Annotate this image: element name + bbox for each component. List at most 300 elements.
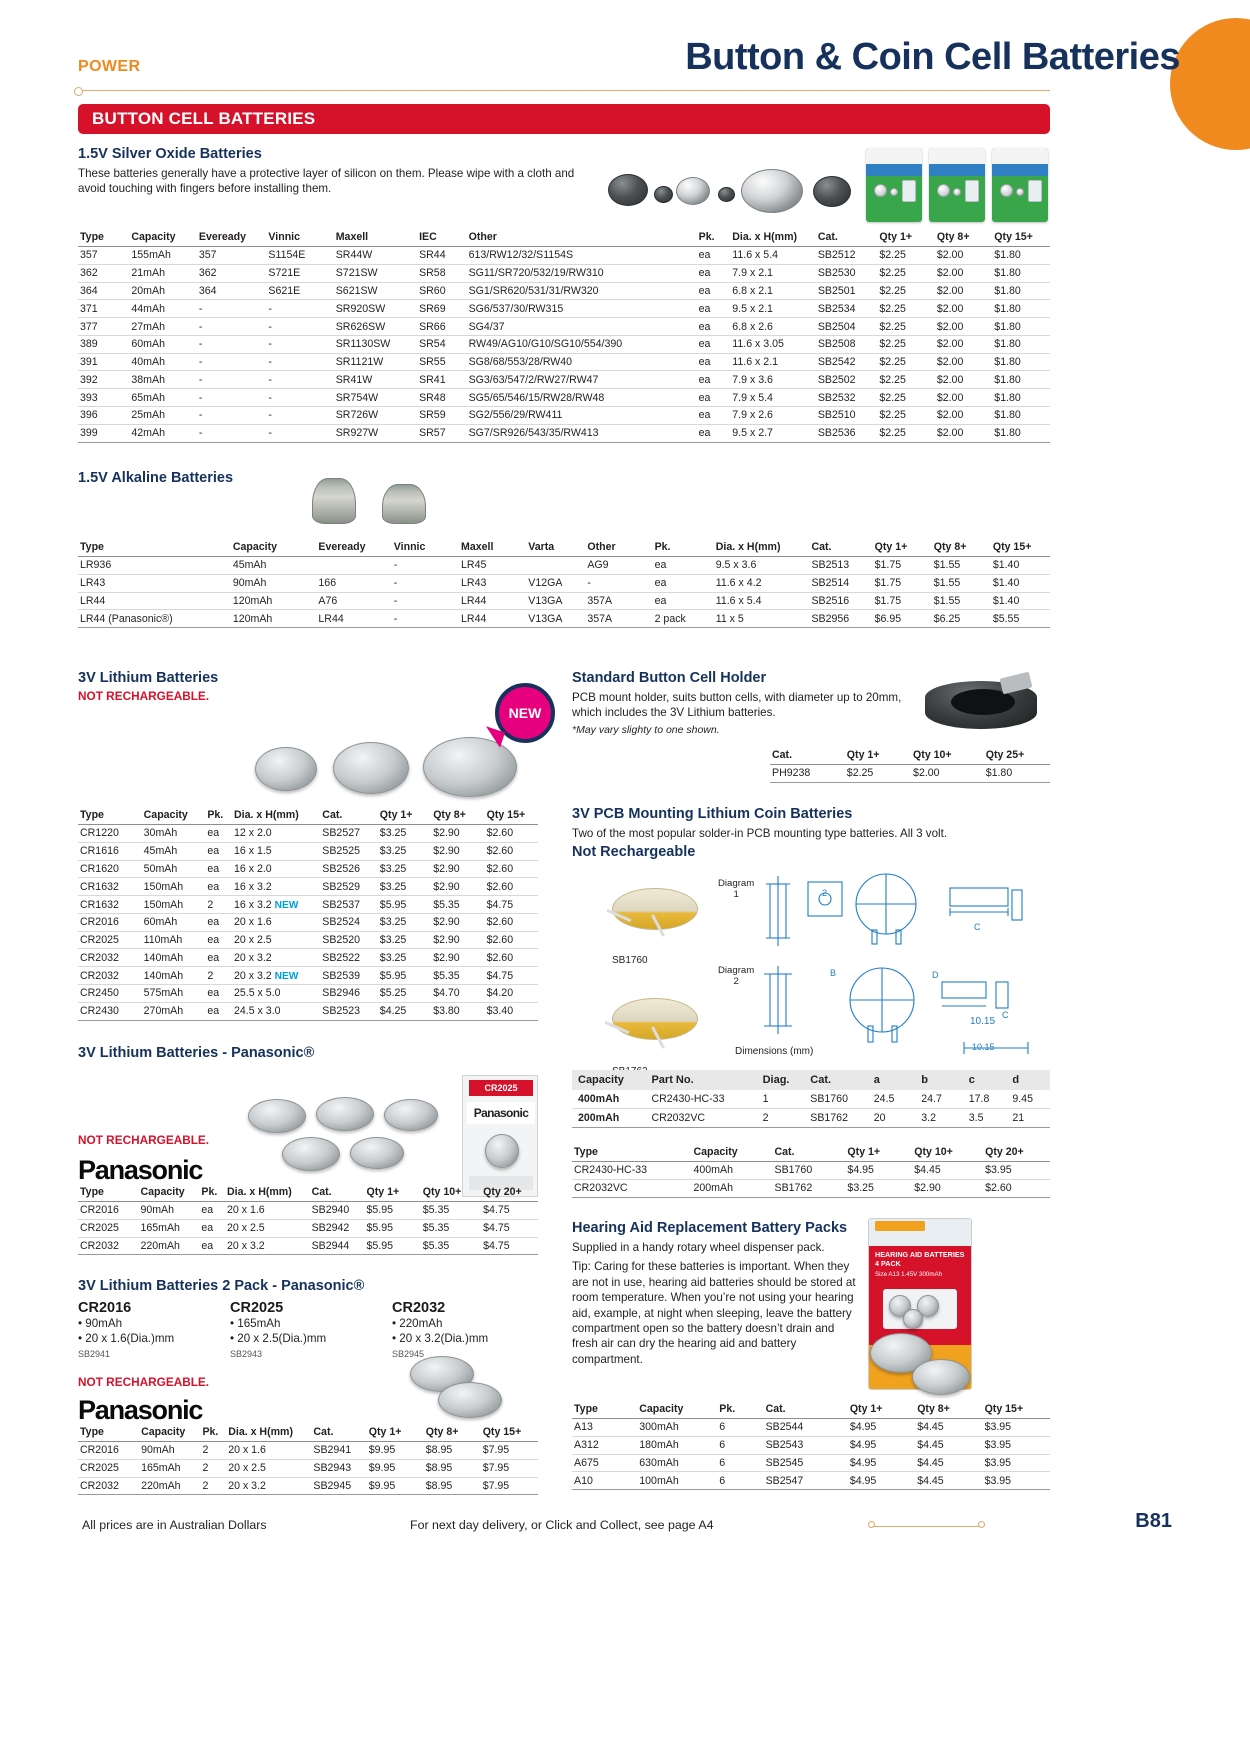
table-cell: 20 x 2.5 — [232, 931, 320, 949]
page-number: B81 — [1135, 1510, 1172, 1532]
table-cell: $1.80 — [992, 389, 1050, 407]
table-cell: ea — [653, 557, 714, 575]
table-cell: SB1762 — [804, 1109, 868, 1128]
table-cell: 270mAh — [142, 1002, 206, 1020]
table-cell: CR2430-HC-33 — [572, 1162, 692, 1180]
table-cell: ea — [205, 931, 232, 949]
table-cell: 362 — [78, 264, 129, 282]
column-header: Type — [78, 1185, 138, 1202]
table-cell: SR1130SW — [334, 335, 417, 353]
table-cell: 300mAh — [637, 1419, 717, 1437]
table-cell: $2.25 — [877, 335, 934, 353]
pcb-lithium-not-rechargeable: Not Rechargeable — [572, 844, 696, 861]
table-row — [78, 1459, 538, 1477]
table-cell: $1.75 — [873, 592, 932, 610]
panasonic-wordmark-1: Panasonic — [78, 1155, 203, 1185]
hearing-aid-table-wrap — [572, 1402, 1050, 1490]
diagram-2-label: Diagram 2 — [718, 965, 755, 988]
table-cell: 20 x 2.5 — [226, 1459, 311, 1477]
table-row — [572, 1109, 1050, 1128]
table-cell: SB2510 — [816, 407, 878, 425]
table-cell: $2.00 — [935, 264, 992, 282]
column-header: Maxell — [334, 230, 417, 247]
pack-card-title: CR2032 — [392, 1300, 446, 1316]
table-cell: SB2508 — [816, 335, 878, 353]
column-header: Qty 1+ — [364, 1185, 420, 1202]
table-row — [78, 247, 1050, 265]
table-cell: SB2527 — [320, 825, 378, 843]
table-cell: 357A — [585, 592, 652, 610]
table-cell: $5.55 — [991, 610, 1050, 628]
table-cell: ea — [697, 407, 731, 425]
table-cell: SB2536 — [816, 424, 878, 442]
column-header: Pk. — [205, 808, 232, 825]
table-cell: $9.95 — [367, 1442, 424, 1460]
table-cell: 7.9 x 5.4 — [730, 389, 816, 407]
pack-card-b2: • 20 x 3.2(Dia.)mm — [392, 1332, 489, 1346]
table-row — [78, 557, 1050, 575]
table-cell: AG9 — [585, 557, 652, 575]
table-cell: ea — [205, 913, 232, 931]
table-cell: CR1632 — [78, 878, 142, 896]
table-cell: CR1616 — [78, 842, 142, 860]
table-header-row — [78, 808, 538, 825]
table-cell: 400mAh — [692, 1162, 773, 1180]
table-cell: ea — [697, 424, 731, 442]
panasonic-2pack-coin-photos — [410, 1340, 550, 1420]
hearing-aid-pack-label: HEARING AID BATTERIES 4 PACK — [875, 1250, 965, 1268]
table-cell: $3.25 — [378, 860, 431, 878]
table-cell: $1.80 — [992, 424, 1050, 442]
table-cell: $6.95 — [873, 610, 932, 628]
column-header: Cat. — [320, 808, 378, 825]
header-divider — [78, 90, 1050, 91]
table-cell: $2.60 — [485, 949, 538, 967]
silver-oxide-blister-packs — [866, 148, 1050, 224]
table-cell: SB2516 — [809, 592, 872, 610]
table-cell: $3.25 — [378, 878, 431, 896]
table-cell: - — [392, 610, 459, 628]
table-cell: LR45 — [459, 557, 526, 575]
table-cell: ea — [697, 300, 731, 318]
table-cell: CR2016 — [78, 1442, 139, 1460]
column-header: Capacity — [692, 1145, 773, 1162]
table-cell: ea — [697, 353, 731, 371]
table-cell: $4.95 — [845, 1162, 912, 1180]
table-cell: 140mAh — [142, 967, 206, 985]
table-cell: $5.35 — [431, 967, 484, 985]
panasonic-wordmark-2: Panasonic — [78, 1395, 203, 1425]
pack-card — [78, 1300, 208, 1359]
table-cell: SB2512 — [816, 247, 878, 265]
table-cell: 6 — [717, 1419, 763, 1437]
holder-block — [572, 670, 912, 736]
column-header: d — [1006, 1070, 1050, 1090]
table-row — [78, 592, 1050, 610]
table-cell: - — [197, 424, 267, 442]
table-cell: A13 — [572, 1419, 637, 1437]
table-cell: $1.55 — [932, 557, 991, 575]
table-cell: $2.90 — [912, 1179, 983, 1197]
table-cell: LR44 — [78, 592, 231, 610]
hearing-aid-block — [572, 1220, 862, 1367]
table-row — [78, 842, 538, 860]
panasonic-pack-type-label: CR2025 — [469, 1080, 533, 1096]
table-row — [78, 282, 1050, 300]
table-cell: 396 — [78, 407, 129, 425]
column-header: Qty 1+ — [848, 1402, 915, 1419]
table-cell: SR1121W — [334, 353, 417, 371]
new-tag: NEW — [274, 899, 299, 911]
pack-card — [230, 1300, 370, 1359]
column-header: Qty 8+ — [932, 540, 991, 557]
table-cell: SG11/SR720/532/19/RW310 — [467, 264, 697, 282]
header-orange-circle — [1170, 18, 1250, 150]
table-cell: SR726W — [334, 407, 417, 425]
table-cell: ea — [199, 1219, 225, 1237]
column-header: Qty 1+ — [367, 1425, 424, 1442]
column-header: Qty 15+ — [983, 1402, 1050, 1419]
column-header: Capacity — [142, 808, 206, 825]
table-cell: $3.95 — [983, 1436, 1050, 1454]
table-cell: 2 — [200, 1477, 226, 1495]
column-header: Qty 20+ — [983, 1145, 1050, 1162]
pcb-price-table — [572, 1145, 1050, 1198]
table-row — [572, 1436, 1050, 1454]
panasonic-pack-brand: Panasonic — [467, 1102, 535, 1124]
table-cell: $5.95 — [378, 896, 431, 914]
table-row — [78, 371, 1050, 389]
column-header: Capacity — [572, 1070, 645, 1090]
table-cell: - — [197, 407, 267, 425]
table-cell: LR44 — [459, 610, 526, 628]
table-cell: $2.25 — [845, 765, 911, 783]
table-cell: - — [266, 318, 333, 336]
column-header: Qty 1+ — [845, 748, 911, 765]
table-cell: ea — [697, 335, 731, 353]
table-cell: SB2941 — [311, 1442, 366, 1460]
alkaline-table-wrap — [78, 540, 1050, 628]
table-cell: $3.40 — [485, 1002, 538, 1020]
table-cell: $1.40 — [991, 574, 1050, 592]
table-cell: $2.90 — [431, 842, 484, 860]
table-cell: 30mAh — [142, 825, 206, 843]
table-cell: 364 — [78, 282, 129, 300]
table-cell: 11 x 5 — [714, 610, 810, 628]
table-cell: ea — [653, 574, 714, 592]
table-cell: 7.9 x 3.6 — [730, 371, 816, 389]
table-cell: SG3/63/547/2/RW27/RW47 — [467, 371, 697, 389]
table-cell: LR44 — [316, 610, 391, 628]
table-cell: SB2544 — [764, 1419, 848, 1437]
column-header: Capacity — [138, 1185, 199, 1202]
table-cell: 21mAh — [129, 264, 197, 282]
table-cell: CR1220 — [78, 825, 142, 843]
table-cell: SR41W — [334, 371, 417, 389]
table-cell: $4.75 — [481, 1202, 538, 1220]
table-cell: $2.00 — [911, 765, 984, 783]
column-header: Type — [78, 230, 129, 247]
table-row — [78, 896, 538, 914]
table-cell: 25.5 x 5.0 — [232, 985, 320, 1003]
table-cell: S621E — [266, 282, 333, 300]
table-cell: $3.95 — [983, 1419, 1050, 1437]
table-cell: 357A — [585, 610, 652, 628]
table-cell: ea — [205, 949, 232, 967]
table-cell: $8.95 — [424, 1442, 481, 1460]
table-cell: ea — [697, 389, 731, 407]
table-cell: $5.35 — [421, 1202, 481, 1220]
table-cell: $1.80 — [992, 371, 1050, 389]
page-title: Button & Coin Cell Batteries — [685, 36, 1180, 78]
lithium-3v-coin-photos — [255, 735, 555, 805]
table-cell: 362 — [197, 264, 267, 282]
table-cell: SB2537 — [320, 896, 378, 914]
table-row — [78, 335, 1050, 353]
table-cell: $4.95 — [848, 1436, 915, 1454]
table-cell: SB2945 — [311, 1477, 366, 1495]
table-cell: $2.25 — [877, 353, 934, 371]
table-cell: SR69 — [417, 300, 467, 318]
table-cell: 17.8 — [963, 1090, 1007, 1109]
table-cell: 20 x 1.6 — [225, 1202, 310, 1220]
table-cell: 6.8 x 2.1 — [730, 282, 816, 300]
column-header: Maxell — [459, 540, 526, 557]
table-cell: SG8/68/553/28/RW40 — [467, 353, 697, 371]
column-header: Vinnic — [266, 230, 333, 247]
table-cell: $2.60 — [485, 931, 538, 949]
table-cell: 20 x 1.6 — [226, 1442, 311, 1460]
table-cell: SR920SW — [334, 300, 417, 318]
table-cell: 12 x 2.0 — [232, 825, 320, 843]
column-header: Qty 25+ — [984, 748, 1050, 765]
table-cell: $5.95 — [378, 967, 431, 985]
table-cell: - — [585, 574, 652, 592]
table-cell: SR57 — [417, 424, 467, 442]
table-cell: 2 — [757, 1109, 805, 1128]
table-cell: $4.95 — [848, 1454, 915, 1472]
panasonic-lithium-heading: 3V Lithium Batteries - Panasonic® — [78, 1045, 315, 1061]
table-cell: $3.95 — [983, 1162, 1050, 1180]
table-cell: $5.95 — [364, 1219, 420, 1237]
column-header: IEC — [417, 230, 467, 247]
table-cell: SB2547 — [764, 1472, 848, 1490]
panasonic-lithium-block — [78, 1045, 478, 1061]
diagram-dim-line — [958, 1038, 1078, 1062]
table-cell: 6 — [717, 1454, 763, 1472]
table-cell: $1.40 — [991, 557, 1050, 575]
table-cell: 200mAh — [692, 1179, 773, 1197]
table-cell: 90mAh — [231, 574, 317, 592]
table-cell: $2.00 — [935, 353, 992, 371]
table-cell: S1154E — [266, 247, 333, 265]
table-cell: $3.80 — [431, 1002, 484, 1020]
column-header: Qty 8+ — [935, 230, 992, 247]
table-cell: S621SW — [334, 282, 417, 300]
column-header: Qty 20+ — [481, 1185, 538, 1202]
table-cell: ea — [205, 825, 232, 843]
silver-oxide-table — [78, 230, 1050, 443]
table-row — [78, 913, 538, 931]
table-cell: - — [266, 389, 333, 407]
table-cell: SR48 — [417, 389, 467, 407]
table-cell: SG6/537/30/RW315 — [467, 300, 697, 318]
table-header-row — [78, 1425, 538, 1442]
table-cell: $8.95 — [424, 1477, 481, 1495]
table-cell: 150mAh — [142, 878, 206, 896]
table-cell: SB2525 — [320, 842, 378, 860]
table-cell: - — [392, 557, 459, 575]
table-cell: SB2943 — [311, 1459, 366, 1477]
table-cell: 357 — [78, 247, 129, 265]
table-cell: SB2539 — [320, 967, 378, 985]
table-row — [78, 1237, 538, 1255]
table-cell: SB2514 — [809, 574, 872, 592]
table-cell: 9.5 x 2.7 — [730, 424, 816, 442]
table-cell: 90mAh — [138, 1202, 199, 1220]
table-cell: 11.6 x 5.4 — [730, 247, 816, 265]
lithium-3v-table-wrap — [78, 808, 538, 1021]
table-cell: $2.25 — [877, 407, 934, 425]
holder-photo — [925, 673, 1037, 735]
column-header: Dia. x H(mm) — [226, 1425, 311, 1442]
pcb-price-table-wrap — [572, 1145, 1050, 1198]
column-header: Eveready — [316, 540, 391, 557]
table-cell: 165mAh — [139, 1459, 200, 1477]
column-header: Qty 10+ — [911, 748, 984, 765]
column-header: Capacity — [231, 540, 317, 557]
table-cell: SB2534 — [816, 300, 878, 318]
table-cell: SB2542 — [816, 353, 878, 371]
table-row — [78, 318, 1050, 336]
table-cell: 20 x 3.2 — [226, 1477, 311, 1495]
table-cell: SB2526 — [320, 860, 378, 878]
table-cell: $2.00 — [935, 318, 992, 336]
table-cell: 21 — [1006, 1109, 1050, 1128]
table-row — [78, 931, 538, 949]
table-cell: 3.5 — [963, 1109, 1007, 1128]
column-header: Part No. — [645, 1070, 756, 1090]
table-cell: - — [392, 592, 459, 610]
column-header: Qty 1+ — [873, 540, 932, 557]
column-header: Pk. — [200, 1425, 226, 1442]
table-cell: $9.95 — [367, 1477, 424, 1495]
table-cell: ea — [205, 985, 232, 1003]
table-cell: $7.95 — [481, 1459, 538, 1477]
table-cell: SR754W — [334, 389, 417, 407]
table-cell: SB2523 — [320, 1002, 378, 1020]
hearing-aid-pack-sub: Size A13 1.45V 300mAh — [875, 1271, 943, 1278]
table-cell: SB2502 — [816, 371, 878, 389]
table-cell: $3.25 — [378, 913, 431, 931]
column-header: Qty 8+ — [915, 1402, 982, 1419]
table-cell: 393 — [78, 389, 129, 407]
column-header: Type — [78, 540, 231, 557]
table-cell: 391 — [78, 353, 129, 371]
table-cell: SB2524 — [320, 913, 378, 931]
table-cell: $2.90 — [431, 825, 484, 843]
table-cell: $4.70 — [431, 985, 484, 1003]
table-cell: 11.6 x 2.1 — [730, 353, 816, 371]
hearing-aid-cell-photos — [870, 1325, 980, 1395]
column-header: Other — [585, 540, 652, 557]
table-cell: ea — [697, 282, 731, 300]
table-cell: $1.55 — [932, 592, 991, 610]
table-row — [78, 610, 1050, 628]
table-cell: 20 — [868, 1109, 915, 1128]
table-cell: 2 pack — [653, 610, 714, 628]
table-row — [572, 1454, 1050, 1472]
table-cell: SB2946 — [320, 985, 378, 1003]
column-header: Qty 1+ — [877, 230, 934, 247]
pcb-spec-table-wrap — [572, 1070, 1050, 1128]
table-cell: $2.60 — [485, 825, 538, 843]
table-cell: 200mAh — [572, 1109, 645, 1128]
table-cell: $7.95 — [481, 1442, 538, 1460]
table-cell — [526, 557, 585, 575]
table-cell: $2.25 — [877, 424, 934, 442]
table-cell: 65mAh — [129, 389, 197, 407]
holder-table — [770, 748, 1050, 783]
column-header: Qty 10+ — [912, 1145, 983, 1162]
table-cell: SB2513 — [809, 557, 872, 575]
table-cell: 2 — [205, 967, 232, 985]
table-cell: CR2032 — [78, 1237, 138, 1255]
table-cell: $4.45 — [915, 1436, 982, 1454]
column-header: Type — [78, 808, 142, 825]
panasonic-lithium-table — [78, 1185, 538, 1255]
table-row — [78, 1477, 538, 1495]
table-row — [78, 1442, 538, 1460]
table-cell: $4.75 — [485, 967, 538, 985]
table-cell: LR43 — [78, 574, 231, 592]
table-cell: 100mAh — [637, 1472, 717, 1490]
column-header: Pk. — [717, 1402, 763, 1419]
table-cell: 155mAh — [129, 247, 197, 265]
table-cell: S721E — [266, 264, 333, 282]
footer-center-text: For next day delivery, or Click and Collect, see page A4 — [410, 1518, 714, 1532]
table-cell: - — [197, 318, 267, 336]
footer-dot-right — [978, 1521, 985, 1528]
column-header: Qty 1+ — [845, 1145, 912, 1162]
table-cell: V13GA — [526, 592, 585, 610]
table-cell: ea — [199, 1237, 225, 1255]
table-cell: SR66 — [417, 318, 467, 336]
silver-oxide-block — [78, 146, 598, 197]
table-cell: ea — [697, 247, 731, 265]
table-row — [572, 1090, 1050, 1109]
table-cell: 90mAh — [139, 1442, 200, 1460]
new-tag: NEW — [274, 970, 299, 982]
column-header: Qty 15+ — [485, 808, 538, 825]
table-cell: $4.95 — [848, 1472, 915, 1490]
table-cell: SR626SW — [334, 318, 417, 336]
table-cell: SB2545 — [764, 1454, 848, 1472]
table-cell: - — [266, 424, 333, 442]
column-header: b — [915, 1070, 962, 1090]
diagram-dimension-value: 10.15 — [972, 1042, 995, 1052]
lithium-3v-block — [78, 670, 478, 703]
table-cell: SB1760 — [804, 1090, 868, 1109]
table-cell: CR2032VC — [572, 1179, 692, 1197]
column-header: Qty 10+ — [421, 1185, 481, 1202]
table-cell: $1.80 — [992, 300, 1050, 318]
table-cell: $7.95 — [481, 1477, 538, 1495]
table-cell: 7.9 x 2.6 — [730, 407, 816, 425]
table-cell: $2.25 — [877, 300, 934, 318]
panasonic-2pack-not-rechargeable: NOT RECHARGEABLE. — [78, 1375, 210, 1389]
lithium-3v-table — [78, 808, 538, 1021]
